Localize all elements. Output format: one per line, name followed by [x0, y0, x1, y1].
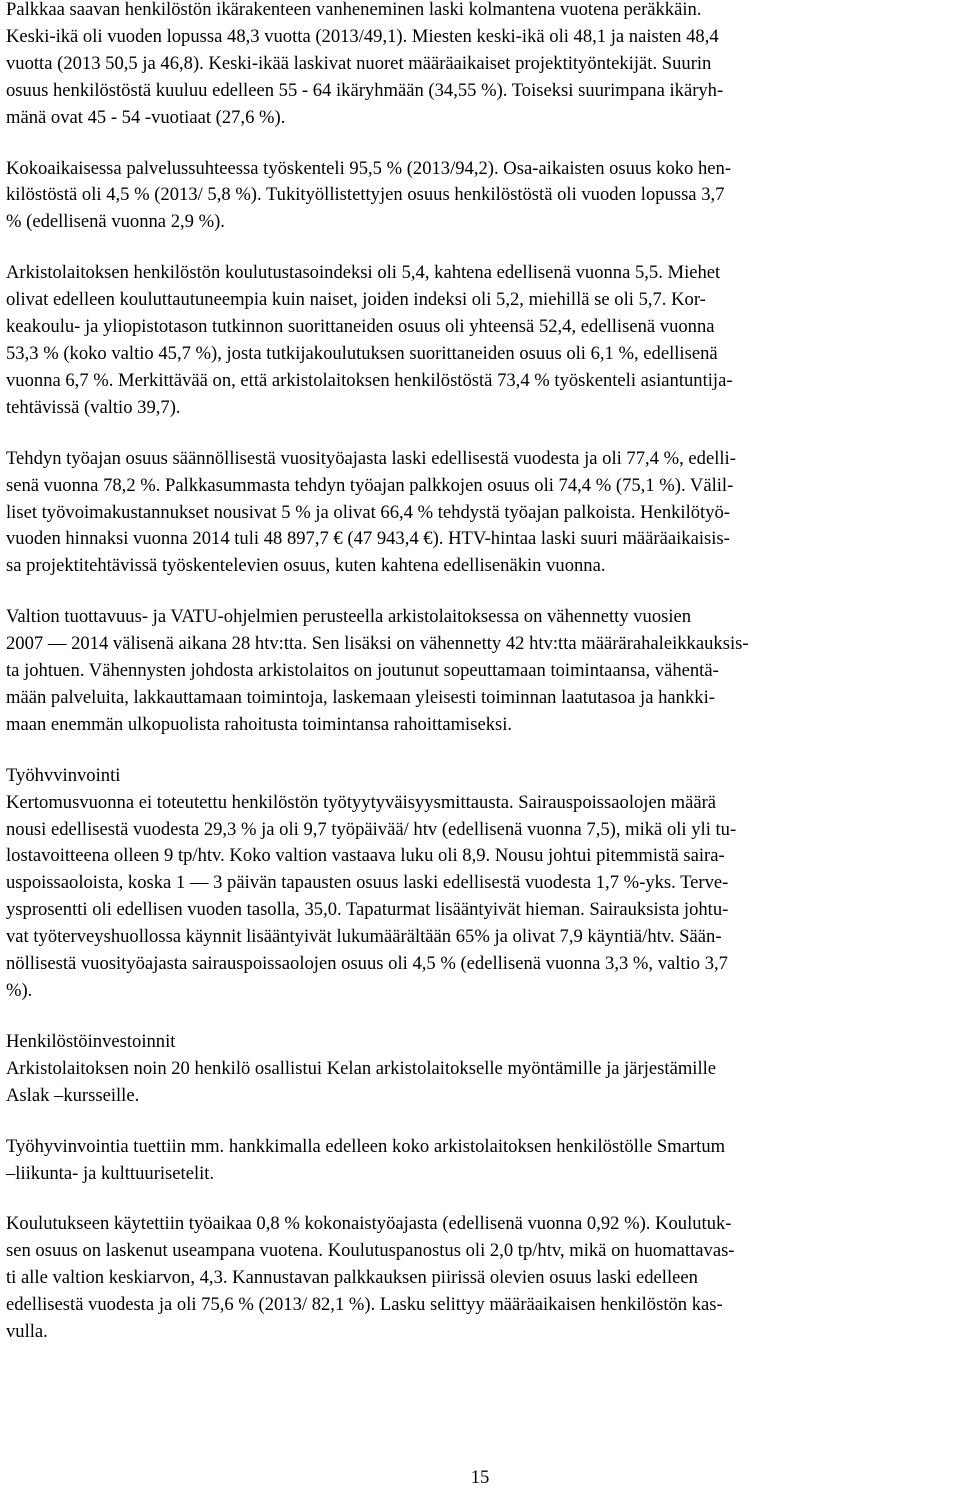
- page-number: 15: [470, 1467, 490, 1488]
- text-line: sa projektitehtävissä työskentelevien osuus, kuten kahtena edellisenäkin vuonna.: [6, 555, 606, 577]
- text-line: maan enemmän ulkopuolista rahoitusta toimintansa rahoittamiseksi.: [6, 713, 513, 735]
- text-line: vat työterveyshuollossa käynnit lisääntyivät lukumäärältään 65% ja olivat 7,9 käyntiä/htv. Sään-: [6, 926, 722, 948]
- paragraph-wellbeing-support: [6, 1134, 952, 1188]
- text-line: 2007 — 2014 välisenä aikana 28 htv:tta. Sen lisäksi on vähennetty 42 htv:tta määrärahaleikkauksis-: [6, 633, 749, 655]
- paragraph-productivity-program: [6, 604, 952, 739]
- text-line: Työhyvinvointia tuettiin mm. hankkimalla edelleen koko arkistolaitoksen henkilöstölle Smartum: [6, 1135, 726, 1157]
- text-line: 53,3 % (koko valtio 45,7 %), josta tutkijakoulutuksen suorittaneiden osuus oli 6,1 %, edellisenä: [6, 342, 718, 364]
- document-page: [6, 0, 952, 1346]
- text-line: senä vuonna 78,2 %. Palkkasummasta tehdyn työajan palkkojen osuus oli 74,4 % (75,1 %). Välil-: [6, 474, 734, 496]
- text-line: mänä ovat 45 - 54 -vuotiaat (27,6 %).: [6, 106, 286, 128]
- section-heading: Työhvvinvointi: [6, 764, 121, 786]
- text-line: edellisestä vuodesta ja oli 75,6 % (2013/ 82,1 %). Lasku selittyy määräaikaisen henkilöstön kas-: [6, 1294, 723, 1316]
- text-line: keakoulu- ja yliopistotason tutkinnon suorittaneiden osuus oli yhteensä 52,4, edellisenä vuonna: [6, 316, 715, 338]
- text-line: lostavoitteena olleen 9 tp/htv. Koko valtion vastaava luku oli 8,9. Nousu johtui pitemmistä saira-: [6, 845, 725, 867]
- text-line: Tehdyn työajan osuus säännöllisestä vuosityöajasta laski edellisestä vuodesta ja oli 77,4 %, edelli-: [6, 447, 736, 469]
- text-line: Palkkaa saavan henkilöstön ikärakenteen vanheneminen laski kolmantena vuotena peräkkäin.: [6, 0, 702, 20]
- paragraph-training: [6, 1211, 952, 1346]
- text-line: Arkistolaitoksen noin 20 henkilö osallistui Kelan arkistolaitokselle myöntämille ja järjestämille: [6, 1057, 717, 1079]
- text-line: Arkistolaitoksen henkilöstön koulutustasoindeksi oli 5,4, kahtena edellisenä vuonna 5,5. Miehet: [6, 262, 721, 284]
- text-line: nousi edellisestä vuodesta 29,3 % ja oli 9,7 työpäivää/ htv (edellisenä vuonna 7,5), mikä oli yli tu-: [6, 818, 737, 840]
- text-line: tehtävissä (valtio 39,7).: [6, 396, 181, 418]
- text-line: nöllisestä vuosityöajasta sairauspoissaolojen osuus oli 4,5 % (edellisenä vuonna 3,3 %, valtio 3,7: [6, 953, 728, 975]
- text-line: vuonna 6,7 %. Merkittävää on, että arkistolaitoksen henkilöstöstä 73,4 % työskenteli asiantuntija-: [6, 369, 733, 391]
- text-line: –liikunta- ja kulttuurisetelit.: [6, 1162, 215, 1184]
- text-line: liset työvoimakustannukset nousivat 5 % ja olivat 66,4 % tehdystä työajan palkoista. Henkilötyö-: [6, 501, 731, 523]
- text-line: sen osuus on laskenut useampana vuotena. Koulutuspanostus oli 2,0 tp/htv, mikä on huomattavas-: [6, 1240, 735, 1262]
- text-line: ti alle valtion keskiarvon, 4,3. Kannustavan palkkauksen piirissä olevien osuus laski edelleen: [6, 1267, 698, 1289]
- section-wellbeing: [6, 763, 952, 1005]
- text-line: vuoden hinnaksi vuonna 2014 tuli 48 897,7 € (47 943,4 €). HTV-hintaa laski suuri määräaikaisis-: [6, 528, 730, 550]
- paragraph-working-time: [6, 446, 952, 581]
- text-line: vulla.: [6, 1321, 48, 1343]
- text-line: osuus henkilöstöstä kuuluu edelleen 55 - 64 ikäryhmään (34,55 %). Toiseksi suurimpana ikäryh-: [6, 79, 724, 101]
- text-line: vuotta (2013 50,5 ja 46,8). Keski-ikää laskivat nuoret määräaikaiset projektityöntekijät. Suurin: [6, 52, 712, 74]
- section-heading: Henkilöstöinvestoinnit: [6, 1030, 176, 1052]
- text-line: Valtion tuottavuus- ja VATU-ohjelmien perusteella arkistolaitoksessa on vähennetty vuosien: [6, 606, 692, 628]
- text-line: Koulutukseen käytettiin työaikaa 0,8 % kokonaistyöajasta (edellisenä vuonna 0,92 %). Koulutuk-: [6, 1213, 732, 1235]
- text-line: mään palveluita, lakkauttamaan toimintoja, laskemaan yleisesti toiminnan laatutasoa ja hankki-: [6, 686, 715, 708]
- text-line: Keski-ikä oli vuoden lopussa 48,3 vuotta (2013/49,1). Miesten keski-ikä oli 48,1 ja naisten 48,4: [6, 25, 719, 47]
- text-line: ta johtuen. Vähennysten johdosta arkistolaitos on joutunut sopeuttamaan toimintaansa, vähentä-: [6, 660, 719, 682]
- paragraph-age-structure: [6, 0, 952, 132]
- text-line: ysprosentti oli edellisen vuoden tasolla, 35,0. Tapaturmat lisääntyivät hieman. Sairauksista johtu-: [6, 899, 729, 921]
- text-line: uspoissaoloista, koska 1 — 3 päivän tapausten osuus laski edellisestä vuodesta 1,7 %-yks. Terve-: [6, 872, 729, 894]
- text-line: kilöstöstä oli 4,5 % (2013/ 5,8 %). Tukityöllistettyjen osuus henkilöstöstä oli vuoden lopussa 3,7: [6, 184, 725, 206]
- text-line: % (edellisenä vuonna 2,9 %).: [6, 211, 225, 233]
- text-line: %).: [6, 980, 33, 1001]
- text-line: olivat edelleen kouluttautuneempia kuin naiset, joiden indeksi oli 5,2, miehillä se oli 5,7. Kor-: [6, 289, 706, 311]
- text-line: Aslak –kursseille.: [6, 1084, 140, 1106]
- section-staff-investments: [6, 1029, 952, 1110]
- paragraph-education-index: [6, 260, 952, 421]
- text-line: Kertomusvuonna ei toteutettu henkilöstön työtyytyväisyysmittausta. Sairauspoissaolojen määrä: [6, 791, 717, 813]
- paragraph-employment-types: [6, 156, 952, 237]
- text-line: Kokoaikaisessa palvelussuhteessa työskenteli 95,5 % (2013/94,2). Osa-aikaisten osuus koko hen-: [6, 157, 732, 179]
